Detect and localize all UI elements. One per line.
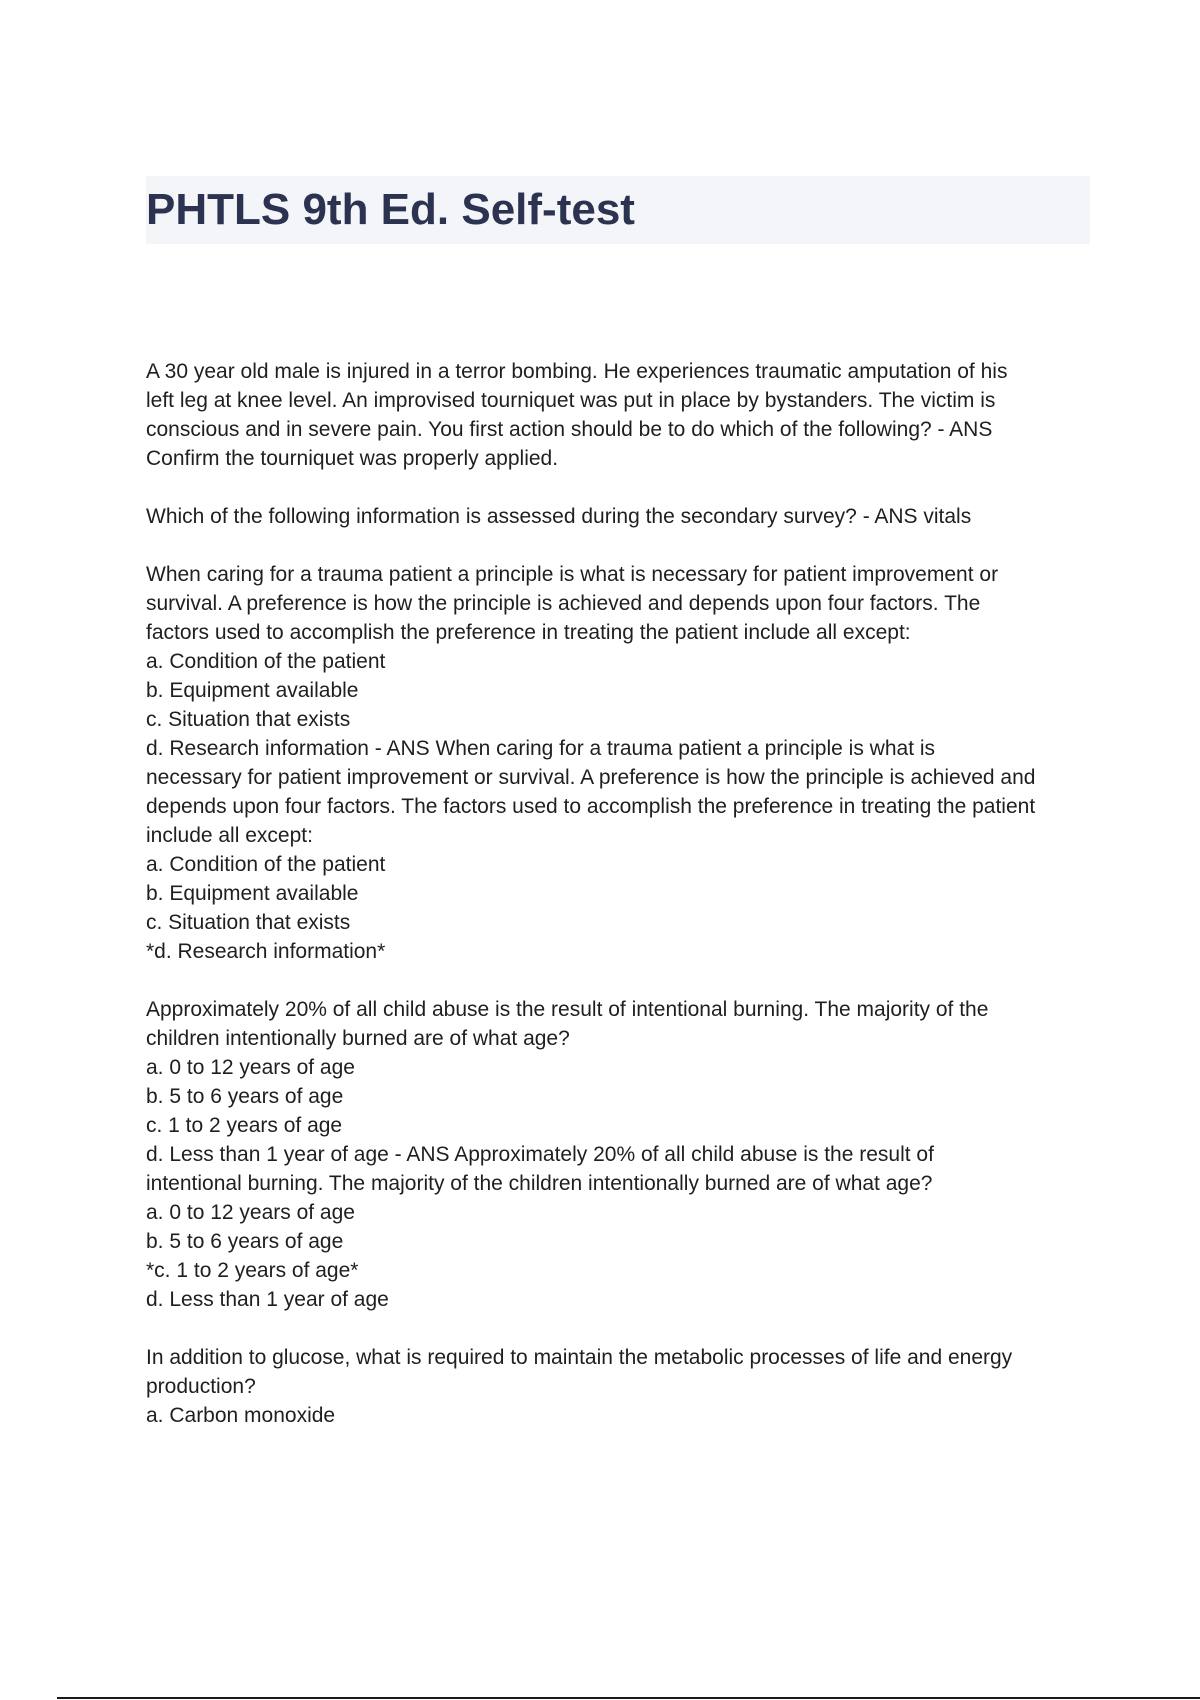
text-line: factors used to accomplish the preference in treating the patient include all except: xyxy=(146,621,911,644)
qa-block xyxy=(146,357,1106,473)
text-line: survival. A preference is how the principle is achieved and depends upon four factors. The xyxy=(146,592,981,615)
document-body xyxy=(146,357,1106,1459)
text-line: a. Carbon monoxide xyxy=(146,1404,336,1427)
text-line: c. Situation that exists xyxy=(146,708,351,731)
text-line: b. 5 to 6 years of age xyxy=(146,1230,344,1253)
text-line: a. Condition of the patient xyxy=(146,853,386,876)
qa-block xyxy=(146,502,1106,531)
text-line: b. Equipment available xyxy=(146,679,359,702)
text-line: intentional burning. The majority of the children intentionally burned are of what age? xyxy=(146,1172,933,1195)
text-line: *c. 1 to 2 years of age* xyxy=(146,1259,359,1282)
text-line: left leg at knee level. An improvised tourniquet was put in place by bystanders. The victim is xyxy=(146,389,996,412)
text-line: c. 1 to 2 years of age xyxy=(146,1114,343,1137)
text-line: include all except: xyxy=(146,824,313,847)
text-line: d. Research information - ANS When caring for a trauma patient a principle is what is xyxy=(146,737,936,760)
text-line: necessary for patient improvement or survival. A preference is how the principle is achieved and xyxy=(146,766,1036,789)
text-line: A 30 year old male is injured in a terror bombing. He experiences traumatic amputation of his xyxy=(146,360,1008,383)
text-line: b. 5 to 6 years of age xyxy=(146,1085,344,1108)
text-line: In addition to glucose, what is required to maintain the metabolic processes of life and energy xyxy=(146,1346,1013,1369)
text-line: children intentionally burned are of what age? xyxy=(146,1027,570,1050)
text-line: *d. Research information* xyxy=(146,940,386,963)
text-line: Confirm the tourniquet was properly applied. xyxy=(146,447,559,470)
text-line: a. 0 to 12 years of age xyxy=(146,1201,355,1224)
text-line: d. Less than 1 year of age - ANS Approximately 20% of all child abuse is the result of xyxy=(146,1143,934,1166)
text-line: a. Condition of the patient xyxy=(146,650,386,673)
qa-block xyxy=(146,560,1106,966)
text-line: When caring for a trauma patient a principle is what is necessary for patient improvement or xyxy=(146,563,999,586)
qa-block xyxy=(146,1343,1106,1430)
text-line: Approximately 20% of all child abuse is the result of intentional burning. The majority of the xyxy=(146,998,989,1021)
qa-block xyxy=(146,995,1106,1314)
text-line: d. Less than 1 year of age xyxy=(146,1288,389,1311)
text-line: a. 0 to 12 years of age xyxy=(146,1056,355,1079)
text-line: b. Equipment available xyxy=(146,882,359,905)
text-line: depends upon four factors. The factors used to accomplish the preference in treating the patient xyxy=(146,795,1036,818)
text-line: Which of the following information is assessed during the secondary survey? - ANS vitals xyxy=(146,505,972,528)
page-bottom-rule xyxy=(57,1697,1200,1699)
text-line: c. Situation that exists xyxy=(146,911,351,934)
text-line: production? xyxy=(146,1375,256,1398)
page-title: PHTLS 9th Ed. Self-test xyxy=(146,185,635,234)
text-line: conscious and in severe pain. You first action should be to do which of the following? - ANS xyxy=(146,418,993,441)
